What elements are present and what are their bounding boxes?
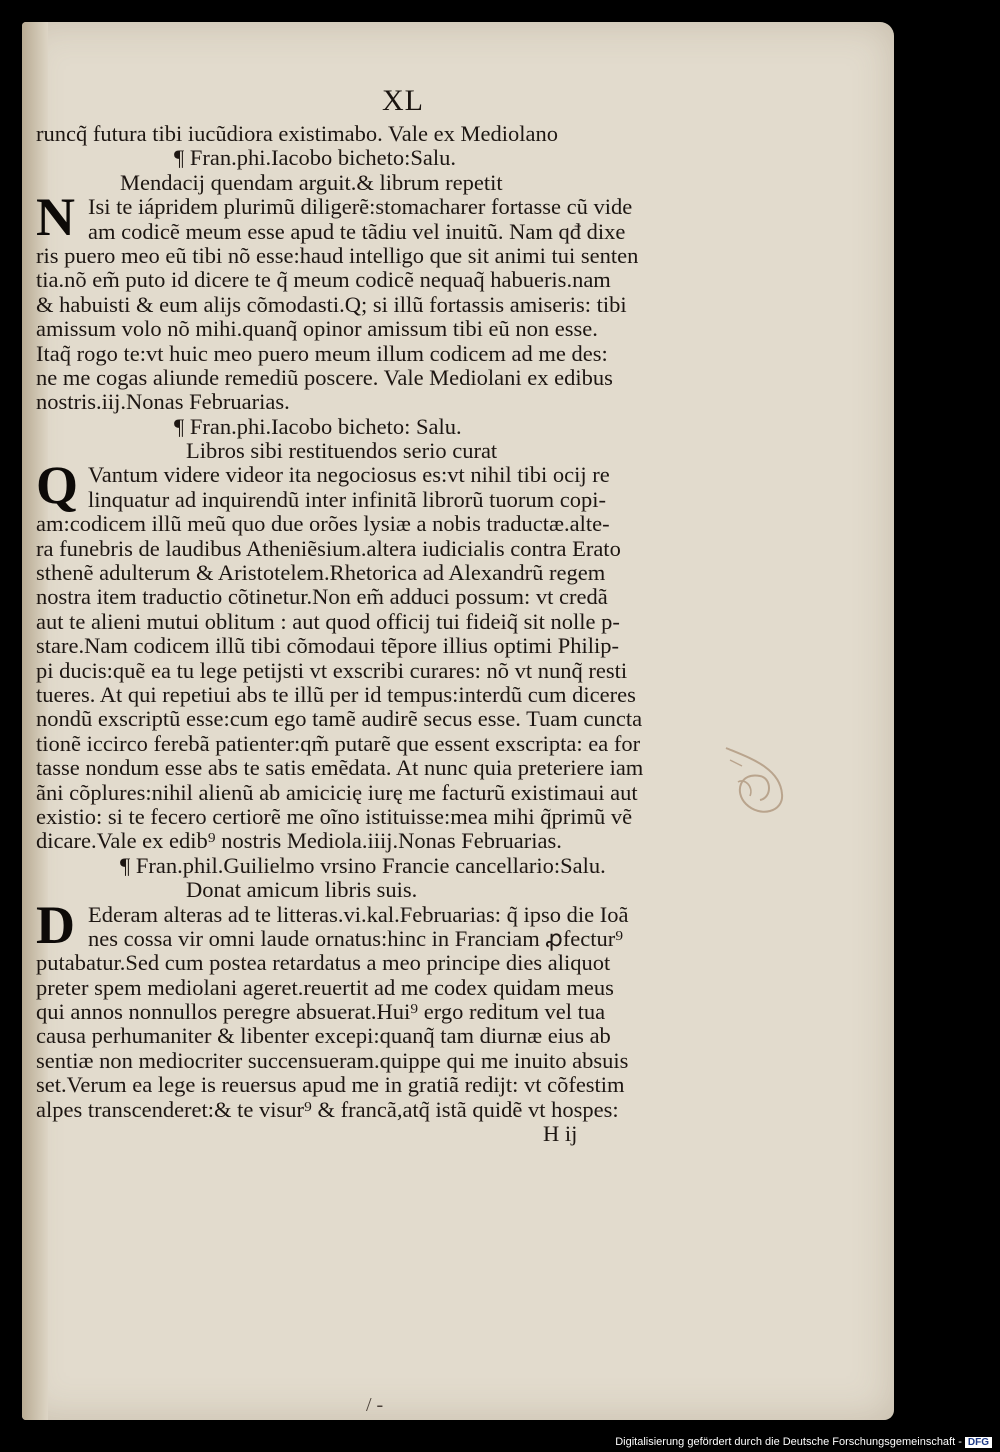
letter-2 — [36, 455, 696, 854]
text-line: preter spem mediolani ageret.reuertit ad me codex quidam meus — [36, 974, 614, 1000]
text-line: Vantum videre videor ita negociosus es:vt nihil tibi ocij re — [88, 462, 610, 488]
text-line: amissum volo nõ mihi.quanq̃ opinor amissum tibi eũ non esse. — [36, 316, 598, 342]
text-line: tasse nondum esse abs te satis emẽdata. At nunc quia preteriere iam — [36, 755, 644, 781]
text-line: nostra item traductio cõtinetur.Non em̃ adduci possum: vt credã — [36, 584, 608, 610]
letter-heading: ¶ Fran.phi.Iacobo bicheto: Salu. — [174, 413, 462, 439]
drop-initial: D — [36, 894, 75, 955]
text-line: aut te alieni mutui oblitum : aut quod officij tui fideiq̃ sit nolle p- — [36, 608, 620, 634]
text-line: Itaq̃ rogo te:vt huic meo puero meum illum codicem ad me des: — [36, 340, 608, 366]
text-line: tueres. At qui repetiui abs te illũ per id tempus:interdũ cum diceres — [36, 681, 636, 707]
drop-initial: Q — [36, 455, 79, 516]
text-line: pi ducis:quẽ ea tu lege petijsti vt exscribi curares: nõ vt nunq̃ resti — [36, 657, 628, 683]
text-line: sthenẽ adulterum & Aristotelem.Rhetorica ad Alexandrũ regem — [36, 560, 606, 586]
text-line: qui annos nonnullos peregre absuerat.Hui⁹ ergo reditum vel tua — [36, 999, 606, 1025]
text-line: sentiæ non mediocriter succensueram.quippe qui me inuito absuis — [36, 1047, 629, 1073]
text-line: & habuisti & eum alijs cõmodasti.Q; si illũ fortassis amiseris: tibi — [36, 291, 627, 317]
text-line: am codicẽ meum esse apud te tãdiu vel inuitũ. Nam qđ dixe — [88, 218, 626, 244]
text-line: nondũ exscriptũ esse:cum ego tamẽ audirẽ secus esse. Tuam cuncta — [36, 706, 643, 732]
text-line: runcq̃ futura tibi iucũdiora existimabo. Vale ex Mediolano — [36, 121, 558, 146]
letter-heading: ¶ Fran.phil.Guilielmo vrsino Francie cancellario:Salu. — [120, 852, 606, 878]
pencil-mark: / - — [366, 1394, 384, 1416]
letter-heading: ¶ Fran.phi.Iacobo bicheto:Salu. — [174, 145, 457, 171]
text-line: tionẽ iccirco ferebã patienter:qm̃ putarẽ que essent exscripta: ea for — [36, 730, 641, 756]
text-line: ne me cogas aliunde remediũ poscere. Vale Mediolani ex edibus — [36, 364, 613, 390]
text-line: linquatur ad inquirendũ inter infinitã librorũ tuorum copi- — [88, 486, 607, 512]
text-line: am:codicem illũ meũ quo due orões lysiæ a nobis traductæ.alte- — [36, 511, 610, 537]
letter-1 — [36, 187, 696, 415]
drop-initial: N — [36, 187, 75, 248]
letter-summary: Donat amicum libris suis. — [186, 877, 418, 903]
dfg-logo: DFG — [965, 1437, 992, 1448]
marginal-drawing-icon — [720, 738, 792, 822]
text-line: dicare.Vale ex edib⁹ nostris Mediola.iiij.Nonas Februarias. — [36, 828, 562, 854]
text-line: ra funebris de laudibus Atheniẽsium.altera iudicialis contra Erato — [36, 535, 621, 561]
folio-number: XL — [382, 84, 424, 117]
signature-mark: H ij — [543, 1121, 578, 1147]
text-line: ris puero meo eũ tibi nõ esse:haud intelligo que sit animi tui senten — [36, 242, 639, 268]
letter-summary: Libros sibi restituendos serio curat — [186, 438, 498, 464]
digitization-footer — [615, 1436, 992, 1448]
letter-summary: Mendacij quendam arguit.& librum repetit — [120, 169, 503, 195]
letter-3 — [36, 894, 696, 1123]
text-line: Ederam alteras ad te litteras.vi.kal.Februarias: q̃ ipso die Ioã — [88, 901, 629, 927]
text-line: nes cossa vir omni laude ornatus:hinc in Franciam ꝓfectur⁹ — [88, 925, 624, 951]
text-line: stare.Nam codicem illũ tibi cõmodaui tẽpore illius optimi Philip- — [36, 633, 620, 659]
text-line: causa perhumaniter & libenter excepi:quanq̃ tam diurnæ eius ab — [36, 1023, 611, 1049]
text-line: putabatur.Sed cum postea retardatus a meo principe dies aliquot — [36, 950, 611, 976]
text-line: set.Verum ea lege is reuersus apud me in gratiã redijt: vt cõfestim — [36, 1072, 625, 1098]
book-page — [22, 22, 894, 1420]
footer-text: Digitalisierung gefördert durch die Deutsche Forschungsgemeinschaft - — [615, 1436, 962, 1448]
text-line: tia.nõ em̃ puto id dicere te q̃ meum codicẽ nequaq̃ habueris.nam — [36, 267, 611, 293]
text-line: alpes transcenderet:& te visur⁹ & francã,atq̃ istã quidẽ vt hospes: — [36, 1096, 619, 1122]
text-line: Isi te iápridem plurimũ diligerẽ:stomacharer fortasse cũ vide — [88, 194, 633, 220]
text-line: ãni cõplures:nihil alienũ ab amicicię iurę me facturũ existimaui aut — [36, 779, 638, 805]
text-line: nostris.iij.Nonas Februarias. — [36, 389, 290, 415]
text-line: existio: si te fecero certiorẽ me oĩno istituisse:mea mihi q̃primũ vẽ — [36, 803, 633, 829]
page-text — [36, 122, 696, 1146]
